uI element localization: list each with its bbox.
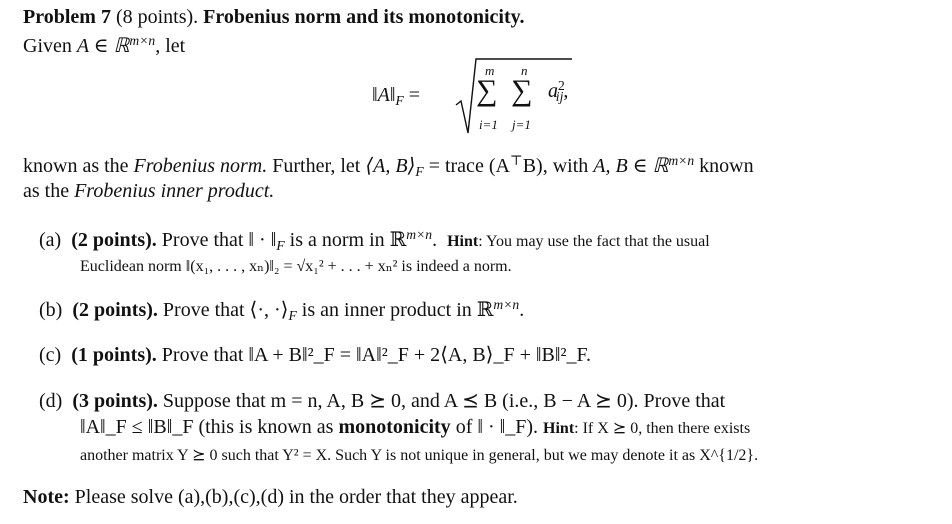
problem-header xyxy=(23,6,525,29)
definition-line-1 xyxy=(23,153,754,178)
def-text-c: = trace (A xyxy=(423,155,510,177)
part-b-text-1: Prove that ⟨·, ·⟩ xyxy=(157,299,289,321)
term-a: a xyxy=(548,80,558,102)
def-inner-sub: F xyxy=(415,163,424,179)
def-inner-product: ⟨A, B⟩ xyxy=(365,155,416,177)
part-a-hint-text: : You may use the fact that the usual xyxy=(478,233,710,250)
problem-title: Frobenius norm and its monotonicity. xyxy=(203,6,525,28)
given-end: , let xyxy=(155,35,186,57)
part-d-text-1: Suppose that m = n, A, B ⪰ 0, and A ⪯ B (i.e., B − A ⪰ 0). Prove that xyxy=(157,390,726,412)
sum-i-lower: i=1 xyxy=(479,117,498,132)
def-text-e: A, B ∈ ℝ xyxy=(593,155,669,177)
part-d-line-1 xyxy=(39,388,725,413)
part-a-line-2: Euclidean norm ‖(x₁, . . . , xₙ)‖₂ = √x₁² + . . . + xₙ² is indeed a norm. xyxy=(80,258,512,275)
part-c-label: (c) xyxy=(39,344,62,366)
problem-points: (8 points). xyxy=(115,6,199,28)
term-comma: , xyxy=(563,80,569,102)
part-b-dim: m×n xyxy=(493,297,520,313)
part-a-text-1: Prove that ‖ · ‖ xyxy=(156,229,277,251)
term-index: ij xyxy=(555,88,564,104)
given-text: Given xyxy=(23,35,77,57)
sum-i-upper: m xyxy=(485,63,495,78)
part-d-text-2b: of ‖ · ‖_F). xyxy=(450,416,544,438)
def-text-d: B), with xyxy=(522,155,594,177)
def-dim: m×n xyxy=(668,153,695,169)
sum-symbol-j: ∑ xyxy=(511,74,533,107)
sum-j-upper: n xyxy=(521,63,528,78)
def-text-f: known xyxy=(694,155,754,177)
part-a-label: (a) xyxy=(39,229,62,251)
part-d-monotonicity: monotonicity xyxy=(338,416,451,438)
def2-text-a: as the xyxy=(23,180,75,202)
part-b-sub-f: F xyxy=(288,307,297,323)
equation-term xyxy=(548,80,568,103)
definition-line-2 xyxy=(23,180,274,203)
equals-sign: = xyxy=(403,84,421,106)
part-a-dim: m×n xyxy=(406,227,433,243)
part-c-text: Prove that ‖A + B‖²_F = ‖A‖²_F + 2⟨A, B⟩_F + ‖B‖²_F. xyxy=(156,344,591,366)
problem-number: Problem 7 xyxy=(23,6,111,28)
note-line xyxy=(23,486,518,509)
part-d-text-2a: ‖A‖_F ≤ ‖B‖_F (this is known as xyxy=(80,416,339,438)
sum-symbol-i: ∑ xyxy=(476,74,498,107)
def2-inner-product-name: Frobenius inner product. xyxy=(74,180,275,202)
given-dim: m×n xyxy=(129,33,156,49)
part-d-points: (3 points). xyxy=(72,390,158,412)
part-d-line-3: another matrix Y ⪰ 0 such that Y² = X. Such Y is not unique in general, but we may denote it as X^{1/2}. xyxy=(80,447,759,464)
part-b xyxy=(39,297,524,322)
part-b-text-2: is an inner product in ℝ xyxy=(296,299,494,321)
part-c xyxy=(39,342,591,367)
part-a-points: (2 points). xyxy=(71,229,157,251)
part-d-label: (d) xyxy=(39,390,63,412)
given-math: A ∈ ℝ xyxy=(76,35,130,57)
norm-a: ‖A‖ xyxy=(372,84,396,106)
def-text-a: known as the xyxy=(23,155,134,177)
part-d-hint-text: : If X ⪰ 0, then there exists xyxy=(574,420,751,437)
part-a-text-3: . xyxy=(432,229,438,251)
part-d-hint-label: Hint xyxy=(543,420,575,437)
note-label: Note: xyxy=(23,486,70,508)
part-a-sub-f: F xyxy=(276,237,285,253)
def-transpose: ⊤ xyxy=(509,153,523,169)
part-a-text-2: is a norm in ℝ xyxy=(284,229,407,251)
term-square: 2 xyxy=(558,78,565,94)
part-d-line-2 xyxy=(80,416,750,439)
part-c-points: (1 points). xyxy=(71,344,157,366)
norm-sub-f: F xyxy=(395,92,404,108)
part-a-line-1 xyxy=(39,227,710,252)
sum-j-lower: j=1 xyxy=(512,117,531,132)
part-b-text-3: . xyxy=(519,299,525,321)
def-text-b: Further, let xyxy=(267,155,366,177)
frobenius-norm-equation xyxy=(0,55,952,145)
part-b-points: (2 points). xyxy=(72,299,158,321)
part-b-label: (b) xyxy=(39,299,63,321)
note-text: Please solve (a),(b),(c),(d) in the order that they appear. xyxy=(69,486,518,508)
part-a-hint-label: Hint xyxy=(447,233,479,250)
def-frobenius-norm: Frobenius norm. xyxy=(133,155,268,177)
